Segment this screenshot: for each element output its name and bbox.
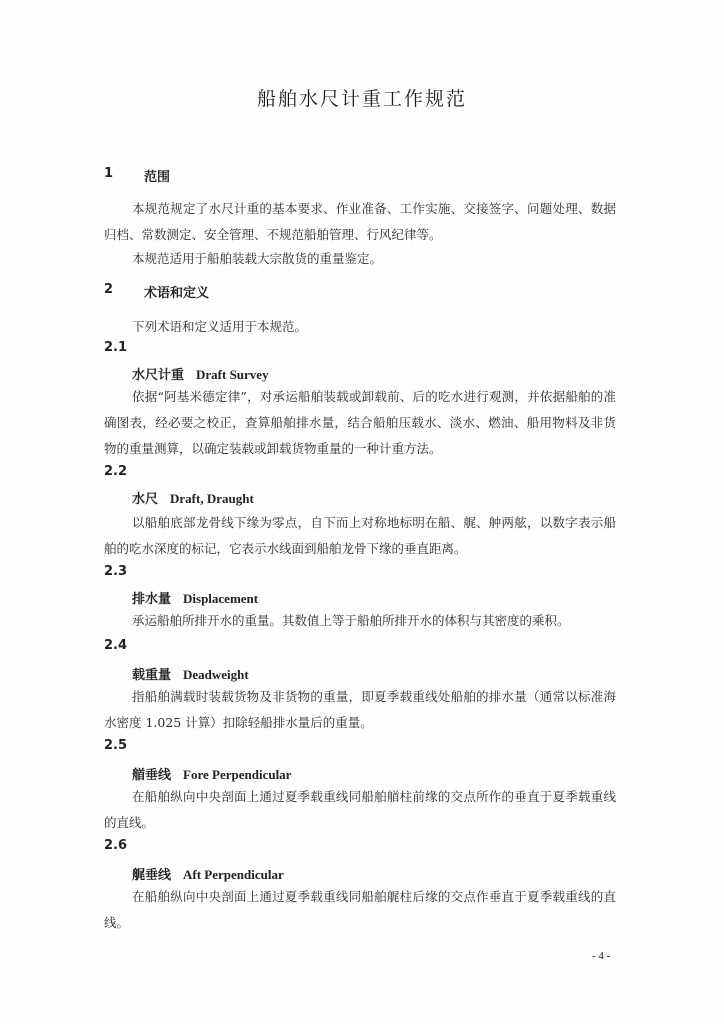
term-number: 2.2	[104, 464, 128, 479]
term-heading	[132, 364, 269, 383]
term-definition: 以船舶底部龙骨线下缘为零点，自下而上对称地标明在船、艉、舯两舷，以数字表示船舶的吃水深度的标记，它表示水线面到船舶龙骨下缘的垂直距离。	[104, 515, 616, 556]
term-definition: 在船舶纵向中央剖面上通过夏季载重线同船舶艉柱后缘的交点作垂直于夏季载重线的直线。	[104, 889, 616, 930]
term-chinese: 载重量	[132, 668, 172, 683]
term-heading	[132, 764, 291, 783]
term-definition: 依据“阿基米德定律”，对承运船舶装载或卸载前、后的吃水进行观测，并依据船舶的准确图表，经必要之校正，查算船舶排水量，结合船舶压载水、淡水、燃油、船用物料及非货物的重量测算，以确定装载或卸载货物重量的一种计重方法。	[104, 389, 616, 456]
section-2-title: 术语和定义	[144, 286, 210, 301]
term-chinese: 水尺	[132, 492, 159, 507]
section-2-intro: 下列术语和定义适用于本规范。	[132, 319, 308, 334]
term-chinese: 艏垂线	[132, 768, 172, 783]
term-heading	[132, 864, 284, 883]
term-chinese: 艉垂线	[132, 868, 172, 883]
term-chinese: 排水量	[132, 592, 172, 607]
term-number: 2.1	[104, 340, 128, 355]
term-definition: 指船舶满载时装载货物及非货物的重量，即夏季载重线处船舶的排水量（通常以标准海水密度 1.025 计算）扣除轻船排水量后的重量。	[104, 689, 616, 730]
term-english: Displacement	[183, 591, 259, 606]
section-2-number: 2	[104, 282, 114, 297]
term-english: Deadweight	[183, 667, 249, 682]
section-1-title: 范围	[144, 170, 171, 185]
term-english: Aft Perpendicular	[183, 867, 284, 882]
section-1-paragraph-2: 本规范适用于船舶装载大宗散货的重量鉴定。	[132, 251, 383, 266]
term-english: Draft, Draught	[170, 491, 254, 506]
section-1-number: 1	[104, 166, 114, 181]
term-number: 2.3	[104, 564, 128, 579]
page-number: - 4 -	[592, 950, 611, 962]
term-heading	[132, 664, 249, 683]
term-number: 2.6	[104, 838, 128, 853]
page-title: 船舶水尺计重工作规范	[256, 88, 467, 110]
term-heading	[132, 488, 254, 507]
term-chinese: 水尺计重	[132, 368, 185, 383]
term-heading	[132, 588, 258, 607]
term-definition: 承运船舶所排开水的重量。其数值上等于船舶所排开水的体积与其密度的乘积。	[132, 613, 570, 628]
term-english: Draft Survey	[196, 367, 269, 382]
term-number: 2.4	[104, 638, 128, 653]
section-1-paragraph-1: 本规范规定了水尺计重的基本要求、作业准备、工作实施、交接签字、问题处理、数据归档、常数测定、安全管理、不规范船舶管理、行风纪律等。	[104, 201, 616, 242]
term-number: 2.5	[104, 738, 128, 753]
term-english: Fore Perpendicular	[183, 767, 292, 782]
term-definition: 在船舶纵向中央剖面上通过夏季载重线同船舶艏柱前缘的交点所作的垂直于夏季载重线的直线。	[104, 789, 616, 830]
